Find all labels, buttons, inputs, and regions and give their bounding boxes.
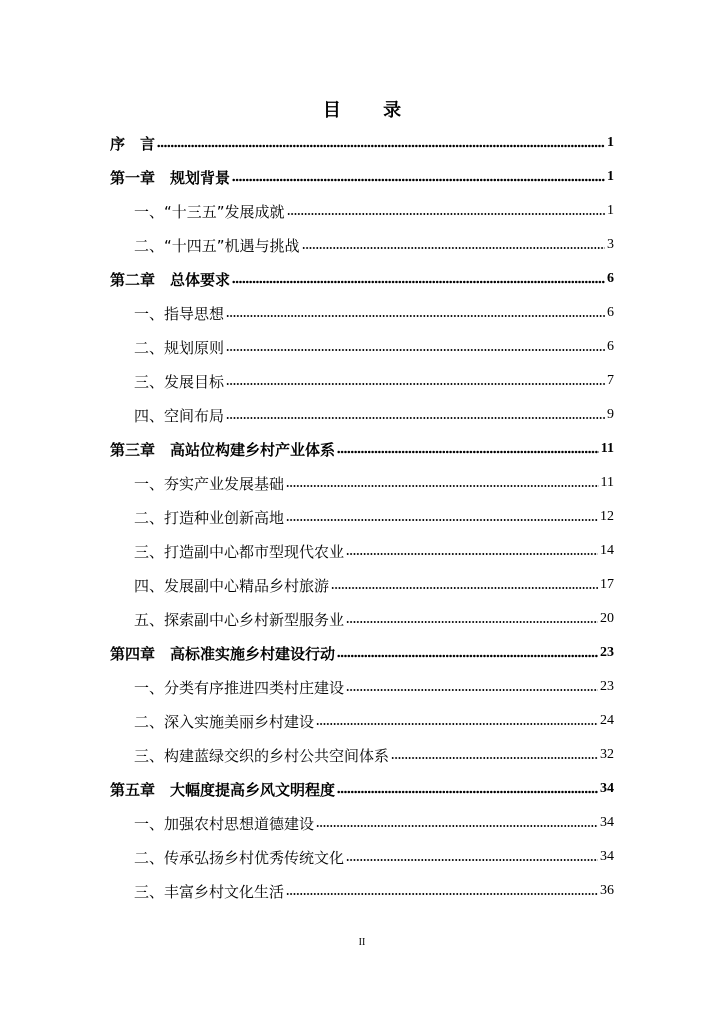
toc-entry-page: 24: [600, 713, 614, 728]
toc-entry-page: 23: [600, 679, 614, 694]
toc-entry-label: 五、探索副中心乡村新型服务业: [134, 610, 345, 629]
toc-leader-dots: [346, 619, 598, 625]
toc-entry-page: 20: [600, 611, 614, 626]
toc-section-entry[interactable]: [110, 738, 614, 772]
toc-entry-page: 11: [600, 441, 614, 456]
toc-entry-page: 36: [600, 883, 614, 898]
toc-entry-page: 34: [600, 781, 614, 796]
toc-list: [110, 126, 614, 908]
toc-chapter-entry[interactable]: [110, 262, 614, 296]
toc-entry-page: 11: [600, 475, 614, 490]
toc-entry-label: 一、夯实产业发展基础: [134, 474, 285, 493]
toc-entry-page: 1: [607, 135, 614, 150]
toc-leader-dots: [232, 279, 605, 285]
toc-leader-dots: [331, 585, 598, 591]
toc-entry-page: 1: [607, 203, 614, 218]
toc-leader-dots: [226, 415, 605, 421]
toc-entry-label: 第五章 大幅度提高乡风文明程度: [110, 780, 336, 799]
toc-entry-page: 32: [600, 747, 614, 762]
toc-entry-label: 一、“十三五”发展成就: [134, 202, 285, 221]
toc-leader-dots: [286, 483, 599, 489]
toc-leader-dots: [337, 653, 598, 659]
toc-title: 目 录: [322, 100, 420, 121]
toc-section-entry[interactable]: [110, 534, 614, 568]
toc-entry-page: 1: [607, 169, 614, 184]
toc-entry-page: 34: [600, 815, 614, 830]
toc-leader-dots: [337, 789, 598, 795]
toc-entry-label: 一、加强农村思想道德建设: [134, 814, 315, 833]
toc-entry-label: 二、打造种业创新高地: [134, 508, 285, 527]
toc-leader-dots: [286, 517, 598, 523]
toc-entry-page: 6: [607, 271, 614, 286]
toc-leader-dots: [346, 551, 598, 557]
toc-section-entry[interactable]: [110, 364, 614, 398]
toc-entry-label: 四、发展副中心精品乡村旅游: [134, 576, 330, 595]
toc-entry-label: 三、发展目标: [134, 372, 225, 391]
toc-entry-page: 34: [600, 849, 614, 864]
toc-leader-dots: [337, 449, 599, 455]
toc-leader-dots: [226, 347, 605, 353]
toc-entry-label: 二、深入实施美丽乡村建设: [134, 712, 315, 731]
toc-entry-label: 第三章 高站位构建乡村产业体系: [110, 440, 336, 459]
toc-leader-dots: [346, 857, 598, 863]
toc-chapter-entry[interactable]: [110, 432, 614, 466]
toc-leader-dots: [286, 891, 598, 897]
toc-entry-label: 三、丰富乡村文化生活: [134, 882, 285, 901]
toc-entry-label: 二、规划原则: [134, 338, 225, 357]
toc-entry-page: 12: [600, 509, 614, 524]
toc-leader-dots: [391, 755, 598, 761]
toc-entry-label: 三、构建蓝绿交织的乡村公共空间体系: [134, 746, 390, 765]
page-number: II: [358, 937, 366, 948]
toc-entry-label: 二、“十四五”机遇与挑战: [134, 236, 300, 255]
toc-entry-page: 17: [600, 577, 614, 592]
toc-section-entry[interactable]: [110, 194, 614, 228]
toc-entry-page: 23: [600, 645, 614, 660]
toc-section-entry[interactable]: [110, 670, 614, 704]
toc-section-entry[interactable]: [110, 602, 614, 636]
toc-entry-page: 14: [600, 543, 614, 558]
toc-entry-label: 四、空间布局: [134, 406, 225, 425]
toc-section-entry[interactable]: [110, 806, 614, 840]
toc-entry-label: 序 言: [110, 134, 156, 153]
toc-chapter-entry[interactable]: [110, 636, 614, 670]
toc-entry-label: 第一章 规划背景: [110, 168, 231, 187]
toc-leader-dots: [157, 143, 605, 149]
toc-entry-label: 一、分类有序推进四类村庄建设: [134, 678, 345, 697]
toc-entry-label: 一、指导思想: [134, 304, 225, 323]
toc-entry-page: 7: [607, 373, 614, 388]
toc-entry-page: 9: [607, 407, 614, 422]
toc-section-entry[interactable]: [110, 398, 614, 432]
toc-entry-page: 3: [607, 237, 614, 252]
toc-leader-dots: [226, 313, 605, 319]
toc-section-entry[interactable]: [110, 466, 614, 500]
toc-leader-dots: [287, 211, 605, 217]
toc-section-entry[interactable]: [110, 704, 614, 738]
toc-section-entry[interactable]: [110, 296, 614, 330]
toc-section-entry[interactable]: [110, 568, 614, 602]
toc-chapter-entry[interactable]: [110, 160, 614, 194]
toc-entry-label: 二、传承弘扬乡村优秀传统文化: [134, 848, 345, 867]
toc-leader-dots: [302, 245, 605, 251]
toc-section-entry[interactable]: [110, 500, 614, 534]
toc-leader-dots: [232, 177, 605, 183]
toc-entry-page: 6: [607, 305, 614, 320]
toc-section-entry[interactable]: [110, 874, 614, 908]
toc-entry-label: 第二章 总体要求: [110, 270, 231, 289]
toc-leader-dots: [226, 381, 605, 387]
toc-entry-page: 6: [607, 339, 614, 354]
toc-leader-dots: [316, 721, 598, 727]
toc-leader-dots: [346, 687, 598, 693]
toc-section-entry[interactable]: [110, 840, 614, 874]
toc-section-entry[interactable]: [110, 228, 614, 262]
toc-chapter-entry[interactable]: [110, 126, 614, 160]
toc-section-entry[interactable]: [110, 330, 614, 364]
toc-entry-label: 三、打造副中心都市型现代农业: [134, 542, 345, 561]
toc-entry-label: 第四章 高标准实施乡村建设行动: [110, 644, 336, 663]
toc-chapter-entry[interactable]: [110, 772, 614, 806]
toc-leader-dots: [316, 823, 598, 829]
